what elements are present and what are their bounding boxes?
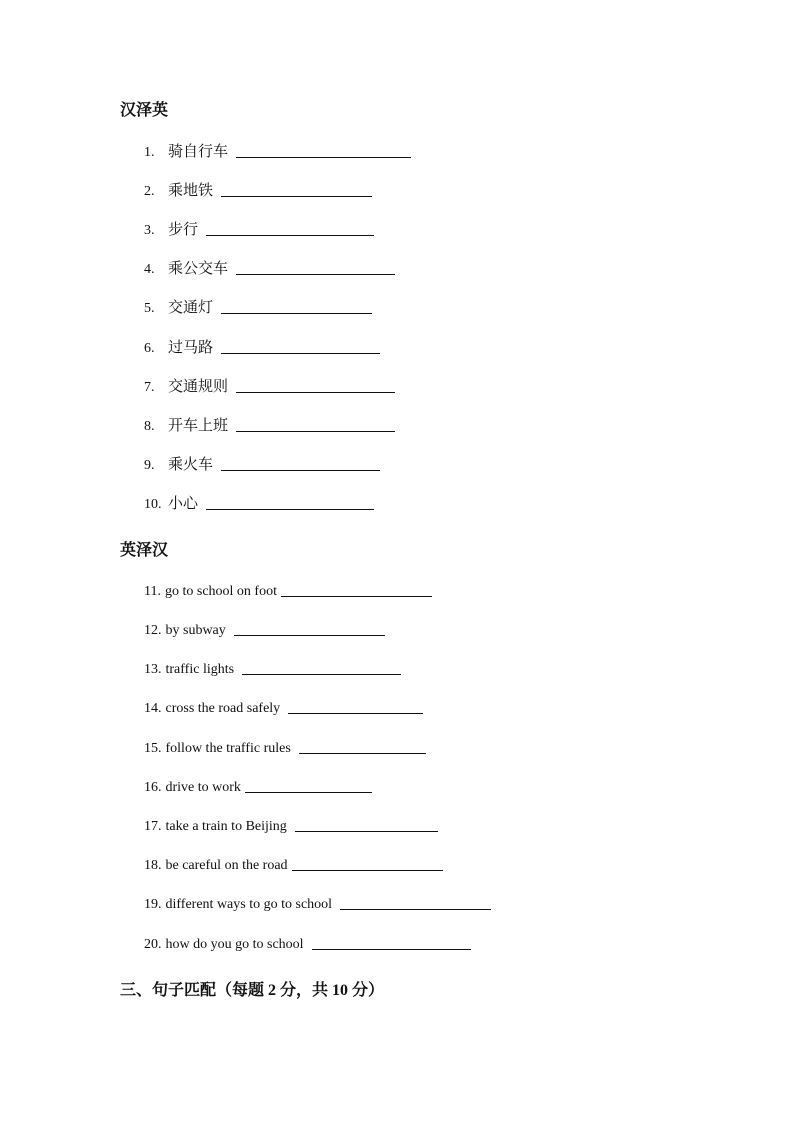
answer-blank[interactable] bbox=[236, 417, 395, 432]
answer-blank[interactable] bbox=[292, 856, 443, 871]
list-item bbox=[144, 140, 411, 162]
list-item bbox=[144, 218, 374, 240]
item-number: 12. bbox=[144, 623, 162, 638]
answer-blank[interactable] bbox=[312, 935, 471, 950]
item-number: 10. bbox=[144, 497, 162, 512]
answer-blank[interactable] bbox=[295, 817, 438, 832]
item-number: 15. bbox=[144, 741, 162, 756]
answer-blank[interactable] bbox=[281, 582, 432, 597]
item-prompt: go to school on foot bbox=[164, 584, 277, 599]
item-number: 19. bbox=[144, 897, 162, 912]
item-number: 13. bbox=[144, 662, 162, 677]
answer-blank[interactable] bbox=[288, 699, 423, 714]
item-prompt: different ways to go to school bbox=[165, 897, 333, 912]
answer-blank[interactable] bbox=[221, 456, 380, 471]
answer-blank[interactable] bbox=[245, 778, 372, 793]
item-prompt: by subway bbox=[165, 623, 226, 638]
answer-blank[interactable] bbox=[206, 495, 374, 510]
list-item bbox=[144, 737, 426, 759]
item-number: 2. bbox=[144, 184, 155, 199]
answer-blank[interactable] bbox=[236, 260, 395, 275]
list-item bbox=[144, 375, 395, 397]
list-item bbox=[144, 619, 385, 641]
answer-blank[interactable] bbox=[221, 182, 372, 197]
item-prompt: 骑自行车 bbox=[168, 142, 229, 160]
item-prompt: traffic lights bbox=[165, 662, 235, 677]
list-item bbox=[144, 414, 395, 436]
item-number: 20. bbox=[144, 937, 162, 952]
answer-blank[interactable] bbox=[234, 621, 385, 636]
list-item bbox=[144, 580, 432, 602]
item-prompt: cross the road safely bbox=[165, 701, 281, 716]
list-item bbox=[144, 257, 395, 279]
item-number: 3. bbox=[144, 223, 155, 238]
answer-blank[interactable] bbox=[340, 895, 491, 910]
list-item bbox=[144, 776, 372, 798]
list-item bbox=[144, 492, 374, 514]
item-prompt: take a train to Beijing bbox=[165, 819, 287, 834]
list-item bbox=[144, 933, 471, 955]
item-prompt: 乘公交车 bbox=[168, 259, 229, 277]
list-item bbox=[144, 815, 438, 837]
item-prompt: 过马路 bbox=[168, 338, 214, 356]
item-prompt: 开车上班 bbox=[168, 416, 229, 434]
item-number: 5. bbox=[144, 301, 155, 316]
list-item bbox=[144, 854, 443, 876]
item-prompt: 交通规则 bbox=[168, 377, 229, 395]
section-heading-cn-to-en: 汉泽英 bbox=[120, 102, 169, 119]
item-prompt: 步行 bbox=[168, 220, 199, 238]
list-item bbox=[144, 336, 380, 358]
item-number: 17. bbox=[144, 819, 162, 834]
item-number: 7. bbox=[144, 380, 155, 395]
answer-blank[interactable] bbox=[236, 143, 411, 158]
item-number: 1. bbox=[144, 145, 155, 160]
answer-blank[interactable] bbox=[206, 221, 374, 236]
item-number: 9. bbox=[144, 458, 155, 473]
item-number: 16. bbox=[144, 780, 162, 795]
section-heading-sentence-matching: 三、句子匹配（每题 2 分，共 10 分） bbox=[120, 982, 385, 999]
list-item bbox=[144, 453, 380, 475]
item-number: 18. bbox=[144, 858, 162, 873]
section-heading-en-to-cn: 英泽汉 bbox=[120, 542, 169, 559]
list-item bbox=[144, 893, 491, 915]
item-prompt: 交通灯 bbox=[168, 298, 214, 316]
list-item bbox=[144, 179, 372, 201]
item-prompt: be careful on the road bbox=[165, 858, 288, 873]
answer-blank[interactable] bbox=[236, 378, 395, 393]
item-number: 8. bbox=[144, 419, 155, 434]
item-prompt: how do you go to school bbox=[165, 937, 304, 952]
item-prompt: 乘地铁 bbox=[168, 181, 214, 199]
item-number: 4. bbox=[144, 262, 155, 277]
list-item bbox=[144, 296, 372, 318]
answer-blank[interactable] bbox=[221, 299, 372, 314]
item-number: 6. bbox=[144, 341, 155, 356]
answer-blank[interactable] bbox=[242, 660, 401, 675]
list-item bbox=[144, 658, 401, 680]
item-prompt: 小心 bbox=[168, 494, 199, 512]
answer-blank[interactable] bbox=[299, 739, 426, 754]
list-item bbox=[144, 697, 423, 719]
item-prompt: drive to work bbox=[165, 780, 241, 795]
item-number: 14. bbox=[144, 701, 162, 716]
answer-blank[interactable] bbox=[221, 339, 380, 354]
item-prompt: follow the traffic rules bbox=[165, 741, 291, 756]
item-number: 11. bbox=[144, 584, 161, 599]
item-prompt: 乘火车 bbox=[168, 455, 214, 473]
